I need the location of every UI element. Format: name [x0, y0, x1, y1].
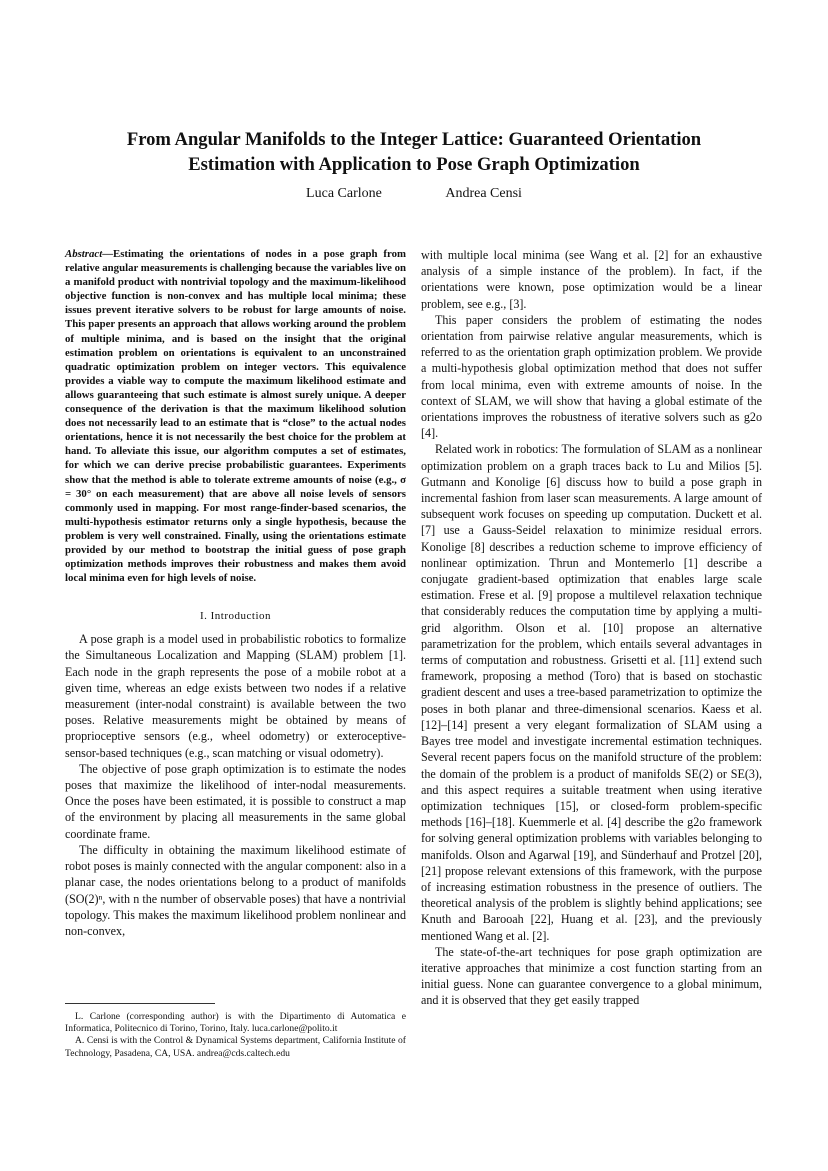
intro-paragraph-1: A pose graph is a model used in probabilistic robotics to formalize the Simultaneous Localization and Mapping (SLAM) problem [1]. Each node in the graph represents the pose of a mobile robot at a given time, whereas an edge exists between two nodes if a relative measurement (inter-nodal constraint) is available between the two poses. Relative measurements might be obtained by means of proprioceptive sensors (e.g., wheel odometry) or exteroceptive-sensor-based techniques (e.g., scan matching or visual odometry). [65, 632, 406, 760]
footnote-censi: A. Censi is with the Control & Dynamical Systems department, California Institute of Technology, Pasadena, CA, USA. andrea@cds.caltech.edu [65, 1035, 406, 1059]
footnote-carlone: L. Carlone (corresponding author) is with the Dipartimento di Automatica e Informatica, Politecnico di Torino, Torino, Italy. luca.carlone@polito.it [65, 1011, 406, 1035]
footnotes [65, 1011, 406, 1060]
author-name: Andrea Censi [445, 186, 522, 201]
left-column [65, 247, 406, 939]
abstract-lead: Abstract [65, 248, 103, 260]
footnote-rule [65, 1003, 215, 1004]
author-list [0, 186, 828, 202]
right-column [421, 247, 762, 1009]
body-paragraph-4: The state-of-the-art techniques for pose graph optimization are iterative approaches that minimize a cost function starting from an initial guess. None can guarantee convergence to a global minimum, and it is observed that they get easily trapped [421, 944, 762, 1008]
abstract [65, 247, 406, 585]
intro-paragraph-3: The difficulty in obtaining the maximum likelihood estimate of robot poses is mainly connected with the angular component: also in a planar case, the nodes orientations belong to a product of manifolds (SO(2)ⁿ, with n the number of observable poses) that have a nontrivial topology. This makes the maximum likelihood problem nonlinear and non-convex, [65, 842, 406, 938]
intro-paragraph-2: The objective of pose graph optimization is to estimate the nodes poses that maximize the likelihood of inter-nodal measurements. Once the poses have been estimated, it is possible to construct a map of the environment by placing all measurements in the same global coordinate frame. [65, 761, 406, 841]
title-line-2: Estimation with Application to Pose Graph Optimization [188, 154, 640, 175]
title-line-1: From Angular Manifolds to the Integer Lattice: Guaranteed Orientation [126, 129, 702, 150]
body-paragraph-1: with multiple local minima (see Wang et al. [2] for an exhaustive analysis of a simple instance of the problem). In fact, if the orientations were known, pose optimization would be a linear problem, see e.g., [3]. [421, 248, 762, 311]
related-work-paragraph: Related work in robotics: The formulation of SLAM as a nonlinear optimization problem on a graph traces back to Lu and Milios [5]. Gutmann and Konolige [6] discuss how to build a pose graph in incremental fashion from laser scan measurements. A large amount of subsequent work focuses on speeding up computation. Duckett et al. [7] use a Gauss-Seidel relaxation to minimize residual errors. Konolige [8] describes a reduction scheme to improve efficiency of nonlinear optimization. Thrun and Montemerlo [1] describe a conjugate gradient-based optimization that enables large scale estimation. Frese et al. [9] propose a multilevel relaxation technique that considerably reduces the computation time by applying a multi-grid algorithm. Olson et al. [10] propose an alternative parametrization for the problem, which entails several advantages in terms of computation and robustness. Grisetti et al. [11] extend such framework, proposing a method (Toro) that is based on stochastic gradient descent and uses a tree-based parametrization to optimize the poses in both planar and three-dimensional scenarios. Kaess et al. [12]–[14] present a very elegant formalization of SLAM using a Bayes tree model and investigate incremental estimation techniques. Several recent papers focus on the manifold structure of the problem: the domain of the problem is a product of manifolds SE(2) or SE(3), and this aspect requires a suitable treatment when using iterative optimization techniques [15], or closed-form problem-specific methods [16]–[18]. Kuemmerle et al. [4] describe the g2o framework for solving general optimization problems with variables belonging to manifolds. Olson and Agarwal [19], and Sünderhauf and Protzel [20], [21] propose relevant extensions of this framework, with the purpose of increasing estimation robustness in the presence of outliers. The theoretical analysis of the problem is slightly behind applications; see Knuth and Barooah [22], Huang et al. [23], and the previously mentioned Wang et al. [2]. [421, 442, 762, 943]
author-name: Luca Carlone [306, 186, 382, 201]
body-paragraph-2: This paper considers the problem of estimating the nodes orientation from pairwise relative angular measurements, which is referred to as the orientation graph optimization problem. We provide a multi-hypothesis global optimization method that does not suffer from local minima, even with extreme amounts of noise. In the context of SLAM, we will show that having a global estimate of the orientations improves the robustness of iterative solvers such as g2o [4]. [421, 312, 762, 441]
abstract-text: —Estimating the orientations of nodes in a pose graph from relative angular measurements is challenging because the variables live on a manifold product with nontrivial topology and the maximum-likelihood objective function is non-convex and has multiple local minima; these issues prevent iterative solvers to be robust for large amounts of noise. This paper presents an approach that allows working around the problem of multiple minima, and is based on the insight that the original estimation problem on orientations is equivalent to an unconstrained quadratic optimization problem on integer vectors. This equivalence provides a viable way to compute the maximum likelihood estimate and allows guaranteeing that such estimate is almost surely unique. A deeper consequence of the derivation is that the maximum likelihood solution does not necessarily lead to an estimate that is “close” to the actual nodes orientations, hence it is not necessarily the best choice for the problem at hand. To alleviate this issue, our algorithm computes a set of estimates, for which we can derive precise probabilistic guarantees. Experiments show that the method is able to tolerate extreme amounts of noise (e.g., σ = 30° on each measurement) that are above all noise levels of sensors commonly used in mapping. For most range-finder-based scenarios, the multi-hypothesis estimator returns only a single hypothesis, because the problem is very well constrained. Finally, using the orientations estimate provided by our method to bootstrap the initial guess of pose graph optimization methods improves their robustness and makes them avoid local minima even for high levels of noise. [65, 248, 406, 585]
paper-title [60, 127, 768, 177]
section-heading: I. Introduction [199, 610, 272, 623]
